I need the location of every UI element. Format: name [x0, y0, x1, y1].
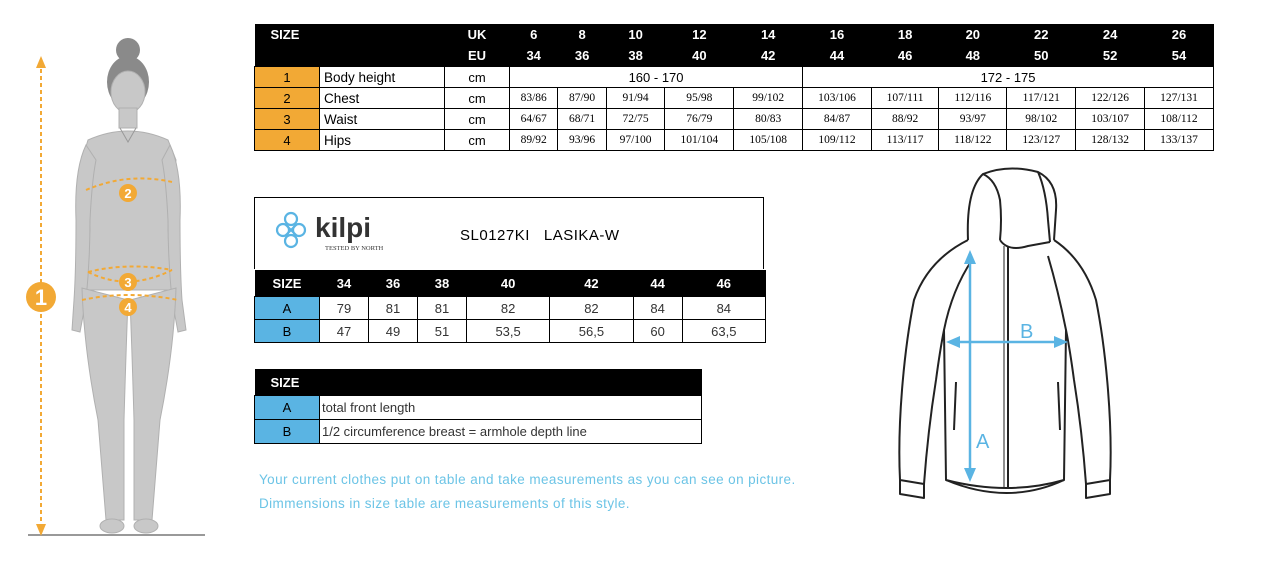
table-cell: 123/127: [1007, 130, 1076, 151]
measurement-note: Your current clothes put on table and take measurements as you can see on picture.: [259, 472, 796, 487]
table-cell: 117/121: [1007, 88, 1076, 109]
table-cell: 133/137: [1145, 130, 1214, 151]
svg-text:2: 2: [124, 186, 132, 201]
row-label: Chest: [320, 88, 445, 109]
table-cell: 81: [368, 297, 417, 320]
size-table-header-uk: [255, 24, 1214, 45]
jacket-outline: [899, 168, 1110, 498]
chest-row: [255, 88, 1214, 109]
table-cell: 103/106: [803, 88, 872, 109]
table-cell: 84/87: [803, 109, 872, 130]
table-cell: 84: [633, 297, 682, 320]
row-unit: cm: [445, 88, 510, 109]
product-row-b: [255, 320, 766, 343]
product-measurement-table: [254, 270, 766, 343]
size-header-label: SIZE: [255, 270, 320, 297]
row-number: 2: [255, 88, 320, 109]
marker-1: [26, 282, 56, 312]
row-number: 4: [255, 130, 320, 151]
marker-3: [119, 273, 137, 291]
svg-text:4: 4: [124, 300, 132, 315]
table-cell: 91/94: [606, 88, 665, 109]
product-size: 42: [550, 270, 633, 297]
table-cell: 53,5: [466, 320, 549, 343]
table-cell: 113/117: [871, 130, 938, 151]
table-cell: 80/83: [734, 109, 803, 130]
product-size: 44: [633, 270, 682, 297]
svg-text:3: 3: [124, 275, 132, 290]
eu-size: 52: [1076, 45, 1145, 67]
measurement-a-arrow: [964, 250, 990, 482]
svg-text:TESTED BY NORTH: TESTED BY NORTH: [325, 245, 384, 252]
body-height-row: [255, 67, 1214, 88]
celtic-knot-icon: [277, 213, 305, 247]
row-unit: cm: [445, 67, 510, 88]
kilpi-logo: [271, 204, 391, 264]
row-unit: cm: [445, 109, 510, 130]
legend-key: B: [255, 420, 320, 444]
uk-size: 26: [1145, 24, 1214, 45]
table-cell: 122/126: [1076, 88, 1145, 109]
body-height-range-a: 160 - 170: [510, 67, 803, 88]
uk-label: UK: [445, 24, 510, 45]
row-label: Hips: [320, 130, 445, 151]
row-key: B: [255, 320, 320, 343]
table-cell: 112/116: [939, 88, 1007, 109]
table-cell: 98/102: [1007, 109, 1076, 130]
table-cell: 72/75: [606, 109, 665, 130]
legend-header: [255, 369, 702, 396]
body-measurement-figure: [0, 0, 220, 565]
table-cell: 101/104: [665, 130, 734, 151]
table-cell: 118/122: [939, 130, 1007, 151]
table-cell: 107/111: [871, 88, 938, 109]
uk-size: 16: [803, 24, 872, 45]
product-table-header: [255, 270, 766, 297]
table-cell: 81: [417, 297, 466, 320]
row-label: Body height: [320, 67, 445, 88]
size-header-label: SIZE: [255, 24, 320, 45]
table-cell: 93/96: [558, 130, 606, 151]
table-cell: 97/100: [606, 130, 665, 151]
table-cell: 56,5: [550, 320, 633, 343]
uk-size: 18: [871, 24, 938, 45]
size-header-label: SIZE: [255, 369, 702, 396]
table-cell: 88/92: [871, 109, 938, 130]
eu-size: 44: [803, 45, 872, 67]
row-number: 3: [255, 109, 320, 130]
uk-size: 6: [510, 24, 558, 45]
table-cell: 47: [320, 320, 369, 343]
table-cell: 82: [550, 297, 633, 320]
table-cell: 93/97: [939, 109, 1007, 130]
uk-size: 24: [1076, 24, 1145, 45]
eu-size: 46: [871, 45, 938, 67]
uk-size: 12: [665, 24, 734, 45]
eu-size: 36: [558, 45, 606, 67]
product-size: 34: [320, 270, 369, 297]
row-key: A: [255, 297, 320, 320]
uk-size: 10: [606, 24, 665, 45]
table-cell: 108/112: [1145, 109, 1214, 130]
table-cell: 64/67: [510, 109, 558, 130]
legend-key: A: [255, 396, 320, 420]
legend-description: total front length: [320, 396, 702, 420]
table-cell: 63,5: [682, 320, 765, 343]
table-cell: 103/107: [1076, 109, 1145, 130]
table-cell: 49: [368, 320, 417, 343]
table-cell: 127/131: [1145, 88, 1214, 109]
table-cell: 51: [417, 320, 466, 343]
label-a: A: [976, 431, 990, 453]
table-cell: 87/90: [558, 88, 606, 109]
row-number: 1: [255, 67, 320, 88]
product-size: 46: [682, 270, 765, 297]
uk-size: 14: [734, 24, 803, 45]
jacket-diagram: [888, 160, 1128, 520]
legend-row-a: [255, 396, 702, 420]
product-row-a: [255, 297, 766, 320]
table-cell: 68/71: [558, 109, 606, 130]
legend-row-b: [255, 420, 702, 444]
table-cell: 79: [320, 297, 369, 320]
row-label: Waist: [320, 109, 445, 130]
uk-size: 20: [939, 24, 1007, 45]
table-cell: 76/79: [665, 109, 734, 130]
table-cell: 89/92: [510, 130, 558, 151]
table-cell: 84: [682, 297, 765, 320]
uk-size: 8: [558, 24, 606, 45]
product-header: [254, 197, 764, 269]
waist-row: [255, 109, 1214, 130]
legend-table: [254, 369, 702, 444]
body-height-range-b: 172 - 175: [803, 67, 1214, 88]
table-cell: 82: [466, 297, 549, 320]
table-cell: 99/102: [734, 88, 803, 109]
table-cell: 109/112: [803, 130, 872, 151]
marker-4: [119, 298, 137, 316]
legend-description: 1/2 circumference breast = armhole depth line: [320, 420, 702, 444]
table-cell: 83/86: [510, 88, 558, 109]
eu-size: 42: [734, 45, 803, 67]
table-cell: 128/132: [1076, 130, 1145, 151]
product-code: SL0127KI LASIKA-W: [460, 227, 620, 244]
product-size: 38: [417, 270, 466, 297]
eu-size: 34: [510, 45, 558, 67]
eu-size: 54: [1145, 45, 1214, 67]
marker-2: [119, 184, 137, 202]
eu-size: 48: [939, 45, 1007, 67]
eu-size: 38: [606, 45, 665, 67]
size-table-header-eu: [255, 45, 1214, 67]
eu-label: EU: [445, 45, 510, 67]
dimensions-note: Dimmensions in size table are measurements of this style.: [259, 496, 630, 511]
uk-size: 22: [1007, 24, 1076, 45]
product-size: 40: [466, 270, 549, 297]
table-cell: 60: [633, 320, 682, 343]
svg-text:kilpi: kilpi: [315, 212, 372, 243]
row-unit: cm: [445, 130, 510, 151]
eu-size: 40: [665, 45, 734, 67]
product-size: 36: [368, 270, 417, 297]
eu-size: 50: [1007, 45, 1076, 67]
table-cell: 105/108: [734, 130, 803, 151]
table-cell: 95/98: [665, 88, 734, 109]
size-table: [254, 24, 1214, 151]
hips-row: [255, 130, 1214, 151]
label-b: B: [1020, 321, 1034, 343]
svg-text:1: 1: [34, 285, 48, 310]
